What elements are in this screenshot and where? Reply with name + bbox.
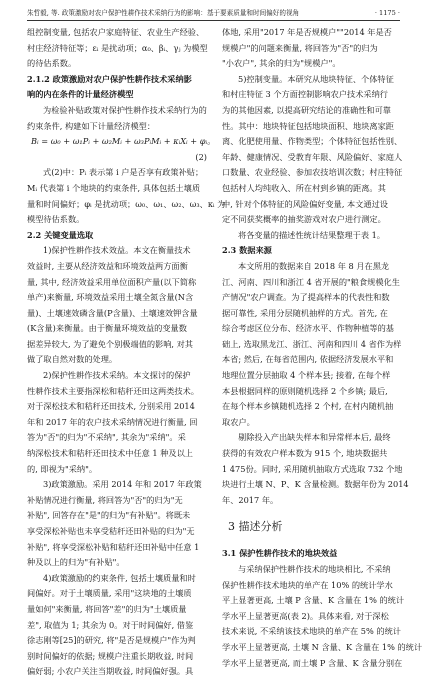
section-heading: 3 描述分析 (228, 520, 283, 534)
text-line: 徐志刚等[25]的研究, 将"是否是规模户"作为判 (27, 635, 196, 646)
text-line: 单产)来衡量, 环境效益采用土壤全氮含量(N含 (27, 292, 194, 303)
text-line: 在每个样本乡镇随机选择 2 个村, 在村内随机抽 (222, 401, 394, 412)
text-line: 体地, 采用"2017 年是否规模户""2014 年是否 (222, 27, 392, 37)
text-line: 补贴", 回答存在"是"的归为"有补贴"。将既未 (27, 510, 191, 521)
text-line: 块进行土壤 N、P、K 含量检测。数据年份为 2014 (222, 479, 409, 490)
text-line: 学水平上显著更高, 土壤 N 含量、K 含量在 1% 的统计 (222, 641, 423, 652)
text-line: 为的其他因素, 以提高研究结论的准确性和可靠 (222, 104, 391, 115)
text-line: 性。其中：地块特征包括地块面积、地块离家距 (222, 120, 394, 131)
running-header (27, 6, 400, 20)
text-line: 口数量、农业经验、参加农技培训次数；村庄特征 (222, 167, 403, 178)
section-heading: 2.2 关键变量选取 (27, 229, 94, 240)
text-line: 据可靠性, 采用分层随机抽样的方式。首先, 在 (222, 307, 388, 318)
text-line: 取农户。 (222, 416, 255, 427)
text-line: 3)政策激励。采用 2014 年和 2017 年政策 (43, 479, 202, 490)
text-line: 村庄经济特征等；εᵢ 是扰动项；α₀、βᵢ、γⱼ 为模型 (27, 42, 208, 53)
text-line: 做了取自然对数的处理。 (27, 354, 118, 365)
text-line: 规模户"的问题来衡量, 将回答为"否"的归为 (222, 42, 378, 53)
text-line: Mᵢ 代表第 i 个地块的约束条件, 具体包括土壤质 (27, 182, 201, 193)
text-line: 学水平上显著更高(表 2)。具体来看, 对于深松 (222, 610, 389, 621)
text-line: 离、化肥使用量、作物类型；个体特征包括性别、 (222, 136, 403, 147)
text-line: 年和 2017 年的农户技术采纳情况进行衡量, 回 (27, 416, 198, 427)
section-heading: 响的内在条件的计量经济模型 (27, 89, 134, 100)
section-heading: 2.1.2 政策激励对农户保护性耕作技术采纳影 (27, 73, 192, 84)
text-line: 据差异较大, 为了避免个别极端值的影响, 对其 (27, 338, 193, 349)
text-line: 答为"否"的归为"不采纳", 其余为"采纳"。采 (27, 432, 186, 443)
section-heading: 3.1 保护性耕作技术的地块效益 (222, 548, 338, 559)
text-line: 量, 其中, 经济效益采用单位面积产量(以下简称 (27, 276, 197, 287)
text-line: 量如何"来衡量, 将回答"差"的归为"土壤质量 (27, 603, 187, 614)
text-line: 效益时, 主要从经济效益和环境效益两方面衡 (27, 260, 188, 271)
text-line: 年龄、健康情况、受教育年限、风险偏好、家庭人 (222, 151, 403, 162)
section-heading: 2.3 数据来源 (222, 245, 272, 256)
text-line: 补贴", 将享受深松补贴和秸秆还田补贴中任意 1 (27, 541, 200, 552)
text-line: 纳深松技术和秸秆还田技术中任意 1 种及以上 (27, 448, 193, 459)
running-header-title: 朱哲毅, 等. 政策激励对农户保护性耕作技术采纳行为的影响：基于要素质量和时间偏好的视角 (27, 9, 300, 17)
text-line: 平上显著更高, 土壤 P 含量、K 含量在 1% 的统计 (222, 595, 405, 606)
text-line: 别时间偏好的依据; 规模户注重长期收益, 时间 (27, 650, 194, 661)
text-line: 4)政策激励的约束条件, 包括土壤质量和时 (43, 572, 196, 583)
text-line: 5)控制变量。本研究从地块特征、个体特征 (238, 73, 394, 84)
text-line: 种及以上的归为"有补贴"。 (27, 557, 125, 568)
text-line: 综合考虑区位分布、经济水平、作物种植等的基 (222, 323, 394, 334)
text-line: 江、河南、四川和浙江 4 省开展的"粮食规模化生 (222, 276, 400, 287)
text-line: 模型待估系数。 (27, 214, 85, 225)
text-line: 2)保护性耕作技术采纳。本文探讨的保护 (43, 370, 191, 381)
text-line: 对于深松技术和秸秆还田技术, 分别采用 2014 (27, 401, 195, 412)
text-line: 定不同获奖概率的抽奖游戏对农户进行测定。 (222, 214, 386, 225)
text-line: 约束条件, 构建如下计量经济模型： (27, 120, 156, 131)
text-line: 包括村人均纯收入、所在村到乡镇的距离。其 (222, 182, 386, 193)
text-line: 保护性耕作技术地块的单产在 10% 的统计学水 (222, 579, 393, 590)
text-line: 本文所用的数据来自 2018 年 8 月在黑龙 (238, 260, 390, 271)
text-line: 间偏好。对于土壤质量, 采用"这块地的土壤质 (27, 588, 192, 599)
text-line: 的待估系数。 (27, 58, 77, 69)
text-line: 组控制变量, 包括农户家庭特征、农业生产经验、 (27, 27, 205, 37)
text-line: 差", 取值为 1; 其余为 0。对于时间偏好, 借鉴 (27, 619, 194, 630)
text-line: 产情况"农户调查。为了提高样本的代表性和数 (222, 292, 390, 303)
left-column (27, 25, 226, 680)
text-line: 本省; 然后, 在每省范围内, 依据经济发展水平和 (222, 354, 394, 365)
text-line: 补贴情况进行衡量, 将回答为"否"的归为"无 (27, 494, 183, 505)
text-line: 量和时间偏好；φᵢ 是扰动项；ω₀、ω₁、ω₂、ω₃、κᵢ 为 (27, 198, 226, 209)
page-number: · 1175 · (374, 9, 400, 17)
text-line: 中, 针对个体特征的风险偏好变量, 本文通过设 (222, 198, 388, 209)
text-line: 偏好弱; 小农户关注当期收益, 时间偏好强。具 (27, 666, 194, 677)
text-line: 为检验补贴政策对保护性耕作技术采纳行为的 (43, 104, 207, 115)
equation: Bᵢ = ω₀ + ω₁Pᵢ + ω₂Mᵢ + ω₃PᵢMᵢ + κᵢXᵢ + φᵢ。 (31, 136, 216, 147)
text-line: 获得的有效农户样本数为 915 个, 地块数据共 (222, 448, 388, 459)
text-line: 的, 即视为"采纳"。 (27, 463, 98, 474)
text-line: 式(2)中：Pᵢ 表示第 i 户是否享有政策补贴； (43, 167, 204, 178)
text-line (222, 538, 402, 546)
text-line: 年、2017 年。 (222, 494, 279, 505)
text-line: 本县根据同样的原则随机选择 2 个乡镇; 最后, (222, 385, 388, 396)
text-line: 与采纳保护性耕作技术的地块相比, 不采纳 (238, 564, 391, 574)
text-line: 地理位置分层抽取 4 个样本县; 接着, 在每个样 (222, 370, 391, 381)
text-line: 量)、土壤速效磷含量(P含量)、土壤速效钾含量 (27, 307, 198, 318)
text-line: 础上, 选取黑龙江、浙江、河南和四川 4 省作为样 (222, 338, 402, 349)
text-line: 1)保护性耕作技术效益。本文在衡量技术 (43, 245, 191, 256)
right-column (222, 25, 423, 671)
header-rule (27, 20, 400, 21)
text-line: 和村庄特征 3 个方面控制影响农户技术采纳行 (222, 89, 388, 100)
text-line: 学水平上显著更高, 而土壤 P 含量、K 含量分别在 (222, 657, 403, 668)
text-line: 技术来说, 不采纳该技术地块的单产在 5% 的统计 (222, 626, 401, 637)
equation-number: (2) (195, 151, 207, 162)
text-line: 将各变量的描述性统计结果整理于表 1。 (238, 229, 385, 240)
text-line: 1 475份。同时, 采用随机抽取方式选取 732 个地 (222, 463, 403, 474)
text-line: 性耕作技术主要指深松和秸秆还田这两类技术。 (27, 385, 199, 396)
text-line: "小农户", 其余的归为"规模户"。 (222, 58, 341, 69)
text-line: (K含量)来衡量。由于衡量环境效益的变量数 (27, 323, 187, 334)
text-line (222, 508, 402, 516)
text-line: 享受深松补贴也未享受秸秆还田补贴的归为"无 (27, 526, 195, 536)
text-line: 剔除投入产出缺失样本和异常样本后, 最终 (238, 432, 391, 443)
